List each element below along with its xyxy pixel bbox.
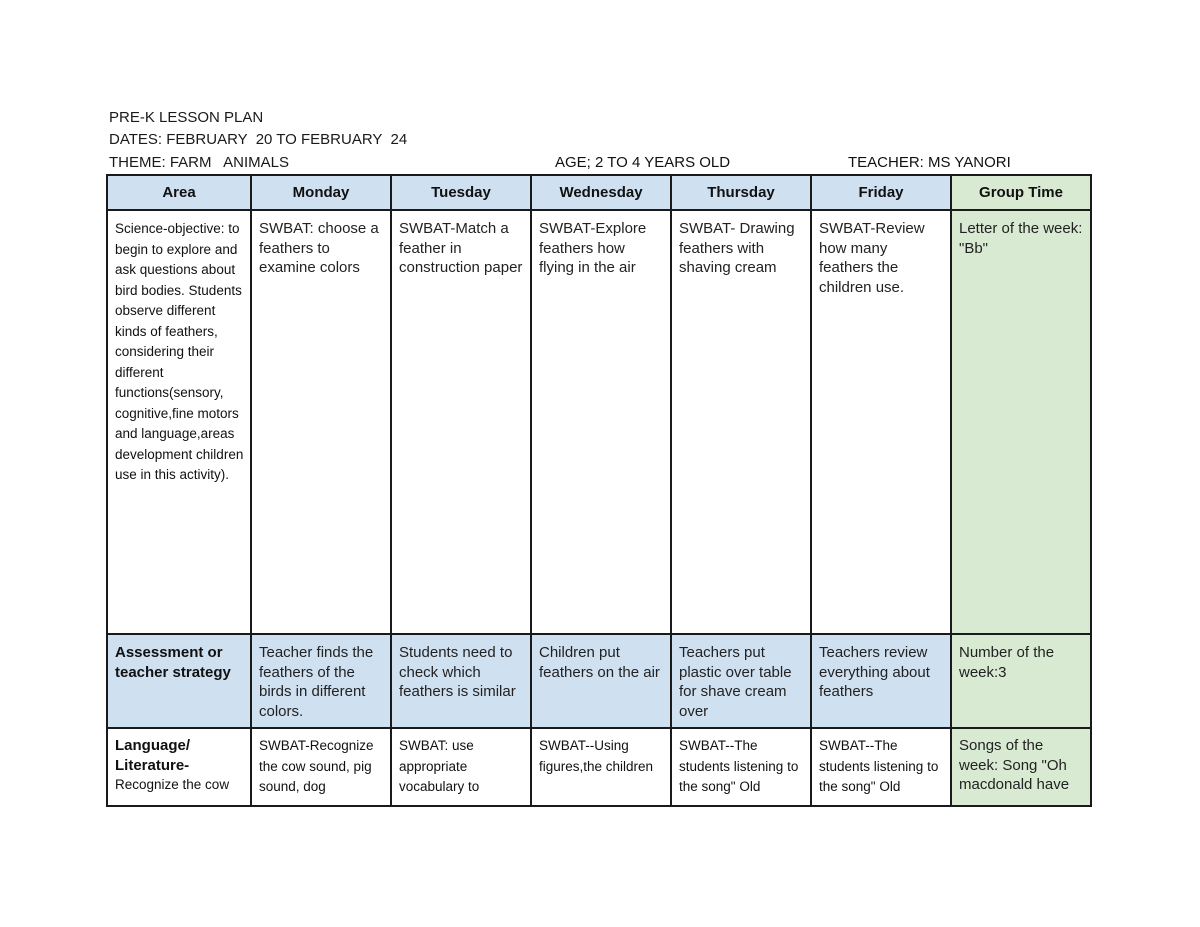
dates-line: DATES: FEBRUARY 20 TO FEBRUARY 24 xyxy=(109,131,408,148)
column-header-wednesday: Wednesday xyxy=(531,175,671,210)
cell-language-thursday xyxy=(671,728,811,806)
assessment-group-time-text: Number of the week:3 xyxy=(959,644,1055,681)
science-tuesday-text: SWBAT-Match a feather in construction paper xyxy=(399,220,523,276)
science-thursday-text: SWBAT- Drawing feathers with shaving cream xyxy=(679,220,795,276)
column-header-monday: Monday xyxy=(251,175,391,210)
cell-assessment-thursday xyxy=(671,634,811,728)
cell-language-monday xyxy=(251,728,391,806)
column-header-thursday: Thursday xyxy=(671,175,811,210)
column-header-tuesday: Tuesday xyxy=(391,175,531,210)
science-wednesday-text: SWBAT-Explore feathers how flying in the air xyxy=(539,220,647,276)
language-group-time-text: Songs of the week: Song "Oh macdonald have xyxy=(959,737,1070,793)
cell-language-tuesday xyxy=(391,728,531,806)
lesson-plan-table xyxy=(106,174,1092,807)
language-monday-text: SWBAT-Recognize the cow sound, pig sound, dog xyxy=(259,738,374,794)
cell-language-group-time xyxy=(951,728,1091,806)
cell-language-wednesday xyxy=(531,728,671,806)
age-line: AGE; 2 TO 4 YEARS OLD xyxy=(555,154,731,171)
column-header-area: Area xyxy=(107,175,251,210)
cell-language-area xyxy=(107,728,251,806)
language-tuesday-text: SWBAT: use appropriate vocabulary to xyxy=(399,738,480,794)
language-thursday-text: SWBAT--The students listening to the song" Old xyxy=(679,738,799,794)
page-title: PRE-K LESSON PLAN xyxy=(109,109,264,126)
cell-assessment-area xyxy=(107,634,251,728)
cell-science-monday xyxy=(251,210,391,634)
table-row-science xyxy=(107,210,1091,634)
cell-science-area xyxy=(107,210,251,634)
theme-line: THEME: FARM ANIMALS xyxy=(109,154,290,171)
cell-assessment-friday xyxy=(811,634,951,728)
column-header-group-time: Group Time xyxy=(951,175,1091,210)
cell-science-wednesday xyxy=(531,210,671,634)
table-row-assessment xyxy=(107,634,1091,728)
cell-language-friday xyxy=(811,728,951,806)
language-area-title: Language/ Literature- xyxy=(115,737,191,774)
science-monday-text: SWBAT: choose a feathers to examine colors xyxy=(259,220,379,276)
language-area-text: Recognize the cow xyxy=(115,777,230,792)
assessment-wednesday-text: Children put feathers on the air xyxy=(539,644,660,681)
language-friday-text: SWBAT--The students listening to the song" Old xyxy=(819,738,939,794)
assessment-tuesday-text: Students need to check which feathers is similar xyxy=(399,644,516,700)
teacher-line: TEACHER: MS YANORI xyxy=(848,154,1011,171)
cell-assessment-wednesday xyxy=(531,634,671,728)
assessment-monday-text: Teacher finds the feathers of the birds in different colors. xyxy=(259,644,374,720)
science-friday-text: SWBAT-Review how many feathers the children use. xyxy=(819,220,925,296)
column-header-friday: Friday xyxy=(811,175,951,210)
science-group-time-text: Letter of the week: "Bb" xyxy=(959,220,1083,257)
assessment-friday-text: Teachers review everything about feathers xyxy=(819,644,930,700)
cell-assessment-group-time xyxy=(951,634,1091,728)
cell-assessment-monday xyxy=(251,634,391,728)
science-area-text: Science-objective: to begin to explore and ask questions about bird bodies. Students observe different kinds of feathers, considering their different functions(sensory, cognitive,fine motors and language,areas development children use in this activity). xyxy=(115,221,244,482)
assessment-thursday-text: Teachers put plastic over table for shave cream over xyxy=(679,644,792,720)
cell-science-tuesday xyxy=(391,210,531,634)
cell-science-friday xyxy=(811,210,951,634)
table-row-language xyxy=(107,728,1091,806)
cell-assessment-tuesday xyxy=(391,634,531,728)
table-header-row xyxy=(107,175,1091,210)
language-wednesday-text: SWBAT--Using figures,the children xyxy=(539,738,654,774)
assessment-area-text: Assessment or teacher strategy xyxy=(115,644,231,681)
cell-science-thursday xyxy=(671,210,811,634)
cell-science-group-time xyxy=(951,210,1091,634)
